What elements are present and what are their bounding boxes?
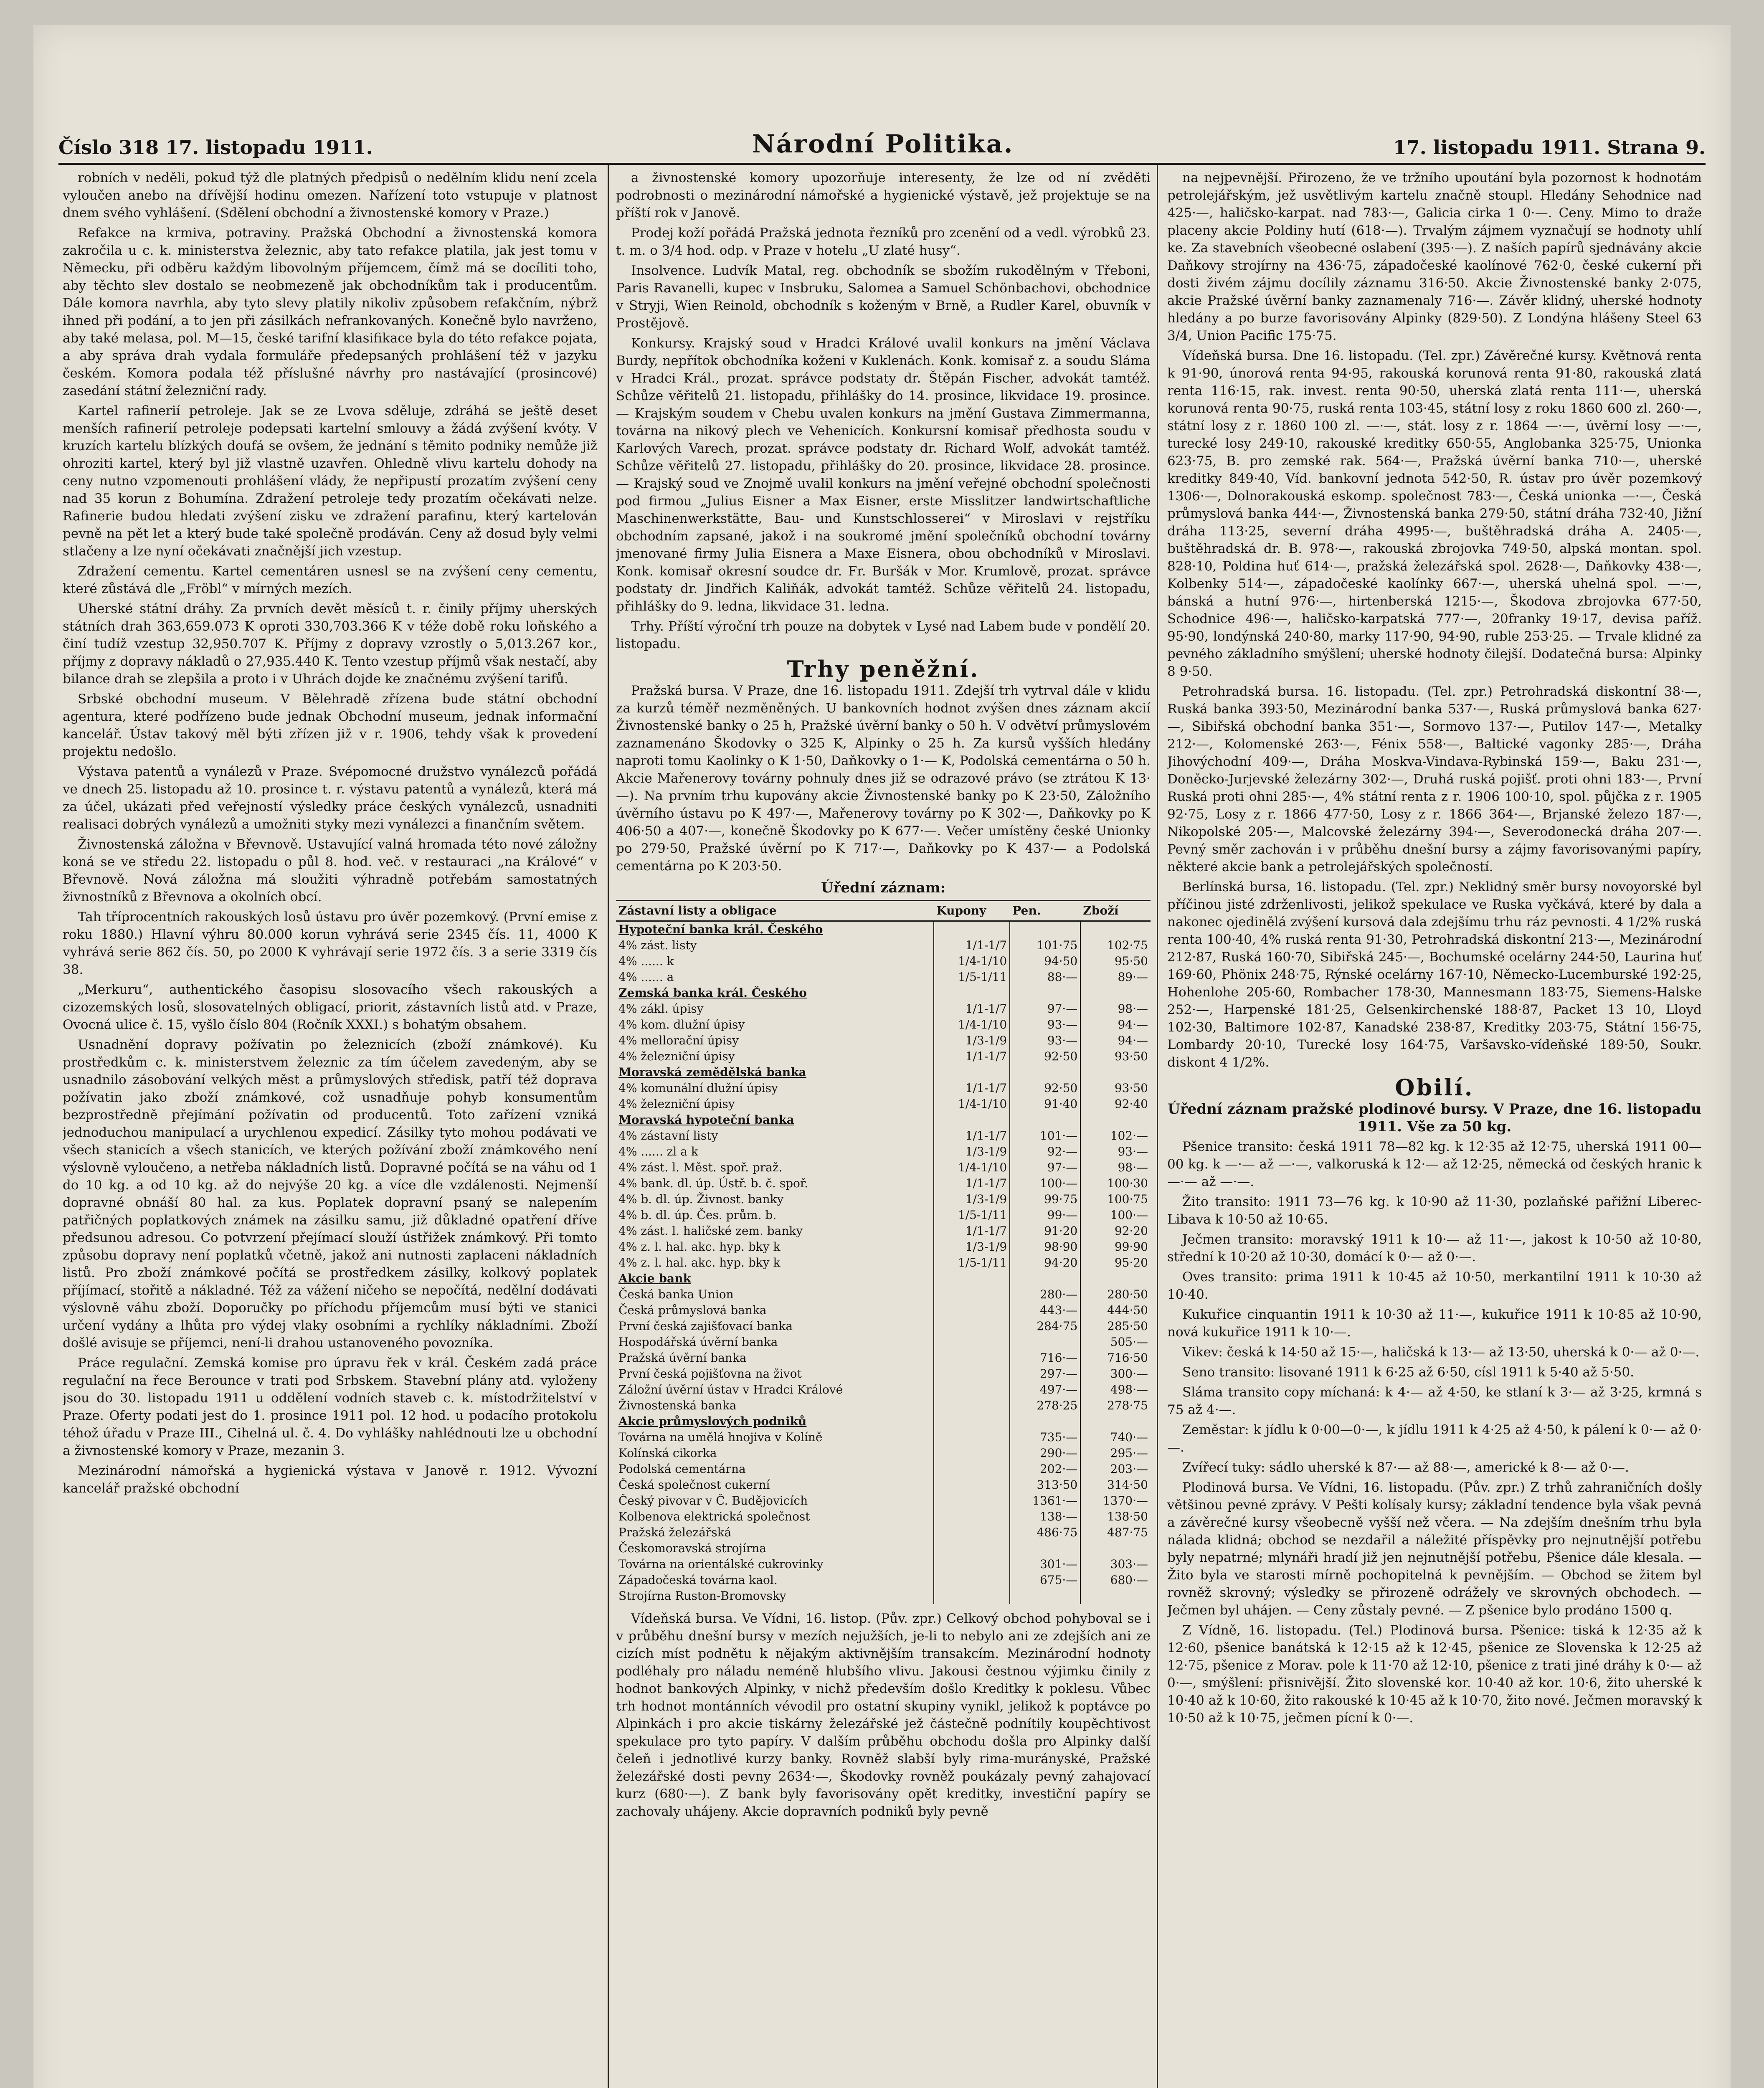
table-cell: 301·— <box>1010 1556 1080 1572</box>
table-cell: Záložní úvěrní ústav v Hradci Králové <box>616 1382 934 1398</box>
table-cell: 295·— <box>1110 1446 1148 1460</box>
table-header: Pen. <box>1010 901 1080 921</box>
table-cell: 4% mellorační úpisy <box>616 1033 934 1049</box>
table-cell: Česká průmyslová banka <box>616 1302 934 1318</box>
table-row <box>616 1287 1151 1302</box>
table-row <box>616 1255 1151 1271</box>
table-header: Kupony <box>934 901 1010 921</box>
table-cell: Zemská banka král. Českého <box>616 985 934 1001</box>
table-cell: 1/1-1/7 <box>934 938 1010 953</box>
table-cell: 98·— <box>1118 1002 1148 1016</box>
table-cell: 1/3-1/9 <box>934 1033 1010 1049</box>
table-cell: 443·— <box>1010 1302 1080 1318</box>
article-paragraph: Berlínská bursa, 16. listopadu. (Tel. zpr.) Neklidný směr bursy novoyorské byl příčinou jisté zdrženlivosti, jelikož spekulace ve Ruska vyčkává, které by dala a nakonec ojedinělá zvýšení kursová dala zdejšímu trhu ráz pevnosti. 4 1/2% ruská renta 100·40, 4% ruská renta 91·30, Petrohradská diskontní 213·—, Mezinárodní 212·87, Ruská 160·70, Sibiřská 245·—, Bochumské ocelárny 244·50, Laurina huť 169·60, Phönix 248·75, Rýnské ocelárny 167·10, Německo-Lucemburské 192·25, Hohenlohe 205·60, Rombacher 178·30, Mannesmann 183·75, Siemens-Halske 252·—, Harpenské 181·25, Gelsenkirchenské 188·87, Packet 13 10, Lloyd 102·30, Baltimore 102·87, Kanadské 238·87, Kreditky 203·75, Státní 156·75, Lombardy 20·10, Turecké losy 164·75, Varšavsko-vídeňské 189·50, Soukr. diskont 4 1/2%. <box>1167 879 1702 1070</box>
table-cell: 1/5-1/11 <box>934 969 1010 985</box>
table-cell: 97·— <box>1010 1001 1080 1017</box>
table-cell: Hypoteční banka král. Českého <box>616 921 934 938</box>
table-cell: 1/1-1/7 <box>934 1001 1010 1017</box>
article-paragraph: Vídeňská bursa. Ve Vídni, 16. listop. (Pův. zpr.) Celkový obchod pohyboval se i v průběhu dnešní bursy v mezích nejužších, je-li to nebylo ani ze zdejších ani ze cizích míst podnětu k nějakým aktivnějším transakcím. Mezinárodní hodnoty podléhaly pro náladu neméně hlubšího vlivu. Jakousi čestnou výjimku činily z hodnot bankových Alpinky, v nichž především došlo Kreditky k poklesu. Vůbec trh hodnot montánních vévodil pro ostatní skupiny vynikl, jelikož k poptávce po Alpinkách i pro akcie tiskárny železářské jež částečně podnítily koupěchtivost spekulace pro tyto papíry. V dalším průběhu obchodu došla pro Alpinky další čeleň i jednotlivé kurzy banky. Rovněž slabší byly rima-murányské, Pražské železářské dosti pevny 2634·—, Škodovky rovněž poukázaly pevný zahajovací kurz (680·—). Z bank byly favorisovány opět kreditky, investiční papíry se zachovaly uhájeny. Akcie dopravních podniků byly pevně <box>616 1611 1151 1819</box>
table-cell: 4% komunální dlužní úpisy <box>616 1080 934 1096</box>
table-cell: 675·— <box>1010 1572 1080 1588</box>
table-row <box>616 1160 1151 1176</box>
table-row <box>616 1541 1151 1556</box>
table-cell: Továrna na orientálské cukrovinky <box>616 1556 934 1572</box>
table-cell: Továrna na umělá hnojiva v Kolíně <box>616 1429 934 1445</box>
table-row <box>616 1509 1151 1525</box>
table-cell: 94·50 <box>1010 953 1080 969</box>
table-cell <box>934 1414 1010 1429</box>
table-cell: Moravská zemědělská banka <box>616 1064 934 1080</box>
column-3 <box>1167 169 1702 2088</box>
table-row <box>616 1223 1151 1239</box>
table-cell: 101·— <box>1010 1128 1080 1144</box>
table-cell: 680·— <box>1110 1573 1148 1587</box>
table-cell <box>1080 1112 1151 1128</box>
article-paragraph: Sláma transito copy míchaná: k 4·— až 4·50, ke stlaní k 3·— až 3·25, krmná s 75 až 4·—. <box>1167 1385 1702 1417</box>
table-cell: 4% z. l. hal. akc. hyp. bky k <box>616 1255 934 1271</box>
table-cell: 1/5-1/11 <box>934 1207 1010 1223</box>
table-cell <box>1080 1064 1151 1080</box>
table-cell <box>934 1525 1010 1541</box>
header-page-number: 17. listopadu 1911. Strana 9. <box>1393 136 1706 159</box>
table-cell: Hospodářská úvěrní banka <box>616 1334 934 1350</box>
table-cell: 4% zástavní listy <box>616 1128 934 1144</box>
table-cell: 1/1-1/7 <box>934 1223 1010 1239</box>
table-cell: 99·— <box>1010 1207 1080 1223</box>
table-cell: 138·50 <box>1107 1510 1148 1523</box>
article-paragraph: Prodej koží pořádá Pražská jednota řezníků pro zcenění od a vedl. výrobků 23. t. m. o 3/4 hod. odp. v Praze v hotelu „U zlaté husy“. <box>616 226 1151 258</box>
table-row <box>616 1017 1151 1033</box>
table-cell <box>1010 1588 1080 1604</box>
table-cell: 89·— <box>1118 970 1148 984</box>
table-cell <box>1080 985 1151 1001</box>
table-row <box>616 1096 1151 1112</box>
table-cell: 716·50 <box>1107 1351 1148 1365</box>
table-cell: 4% zást. listy <box>616 938 934 953</box>
table-cell: 100·— <box>1010 1176 1080 1191</box>
table-cell: 101·75 <box>1010 938 1080 953</box>
table-cell: Pražská železářská <box>616 1525 934 1541</box>
table-cell <box>934 1541 1010 1556</box>
table-section-row <box>616 1271 1151 1287</box>
table-cell <box>934 1064 1010 1080</box>
table-cell <box>1010 1064 1080 1080</box>
table-cell: Podolská cementárna <box>616 1461 934 1477</box>
article-paragraph: Pražská bursa. V Praze, dne 16. listopadu 1911. Zdejší trh vytrval dále v klidu za kurzů téměř nezměněných. U bankovních hodnot zvýšen dnes záznam akcií Živnostenské banky o 25 h, Pražské úvěrní banky o 50 h. V odvětví průmyslovém zaznamenáno Škodovky o 325 K, Alpinky o 25 h. Za kursů vyšších hledány naproti tomu Kaolinky o K 1·50, Daňkovky o 1·— K, Podolská cementárna o 50 h. Akcie Mařenerovy továrny pohnuly dnes již se odrazové právo (se ztrátou K 13·—). Na prvním trhu kupovány akcie Živnostenské banky po K 23·50, Záložního úvěrního ústavu po K 497·—, Mařenerovy továrny po K 302·—, Daňkovky po K 406·50 a 407·—, konečně Škodovky po K 677·—. Večer umístěny české Unionky po 279·50, Pražské úvěrní po K 717·—, Daňkovky po K 437·— a Podolská cementárna po K 203·50. <box>616 683 1151 874</box>
table-cell: Živnostenská banka <box>616 1398 934 1414</box>
table-row <box>616 1239 1151 1255</box>
article-paragraph: „Merkuru“, authentického časopisu slosovacího všech rakouských a cizozemských losů, slosovatelných obligací, priorit, zástavních listů atd. v Praze, Ovocná ulice č. 15, vyšlo číslo 804 (Ročník XXXI.) s bohatým obsahem. <box>63 982 597 1032</box>
table-cell <box>1080 921 1151 938</box>
table-cell: 278·75 <box>1107 1399 1148 1412</box>
table-cell: 4% z. l. hal. akc. hyp. bky k <box>616 1239 934 1255</box>
table-cell: 93·— <box>1118 1145 1148 1158</box>
table-cell: 497·— <box>1010 1382 1080 1398</box>
article-paragraph: Zvířecí tuky: sádlo uherské k 87·— až 88·—, americké k 8·— až 0·—. <box>1182 1460 1629 1475</box>
table-cell: 314·50 <box>1107 1478 1148 1492</box>
article-paragraph: Výstava patentů a vynálezů v Praze. Svépomocné družstvo vynálezců pořádá ve dnech 25. listopadu až 10. prosince t. r. výstavu patentů a vynálezů, která má za účel, ukázati před veřejností výsledky práce českých vynálezců, usnadniti realisaci dobrých vynálezů a umožniti styky mezi vynálezci a finančním světem. <box>63 764 597 832</box>
table-cell: 4% zákl. úpisy <box>616 1001 934 1017</box>
table-cell: 93·50 <box>1114 1081 1148 1095</box>
table-row <box>616 1001 1151 1017</box>
table-title: Úřední záznam: <box>821 879 946 896</box>
table-row <box>616 938 1151 953</box>
table-cell <box>934 921 1010 938</box>
table-row <box>616 1334 1151 1350</box>
table-cell: Český pivovar v Č. Budějovicích <box>616 1493 934 1509</box>
table-cell <box>934 1382 1010 1398</box>
table-cell: Západočeská továrna kaol. <box>616 1572 934 1588</box>
table-cell: Akcie průmyslových podniků <box>616 1414 934 1429</box>
table-cell: 92·40 <box>1114 1097 1148 1111</box>
table-cell: 93·50 <box>1114 1049 1148 1063</box>
table-cell: 100·30 <box>1107 1176 1148 1190</box>
article-paragraph: na nejpevnější. Přirozeno, že ve tržního upoutání byla pozornost k hodnotám petrolejářským, jež usvětlivým kartelu značně stoupl. Hledány Sehodnice nad 425·—, haličsko-karpat. nad 783·—, Galicia cirka 1 0·—. Ceny. Mimo to draže placeny akcie Poldiny hutí (618·—). Trvalým zájmem vyznačují se hodnoty uhlí ke. Za stavebních všeobecné oslabení (395·—). Z naších papírů sjednávány akcie Daňkovy strojírny na 436·75, západočeské kaolínové 762·0, české cukerní při dosti živém zájmu docílily záznamu 316·50. Akcie Živnostenské banky 2·075, akcie Pražské úvěrní banky zaznamenaly 716·—. Závěr klidný, uherské hodnoty hledány a po burze favorisovány Alpinky (829·50). Z Londýna hlášeny Steel 63 3/4, Union Pacific 175·75. <box>1167 170 1702 343</box>
table-row <box>616 1588 1151 1604</box>
table-cell: 102·— <box>1110 1129 1148 1143</box>
table-row <box>616 1556 1151 1572</box>
table-cell: 91·20 <box>1010 1223 1080 1239</box>
table-row <box>616 1493 1151 1509</box>
table-cell <box>934 1461 1010 1477</box>
table-cell: 1/4-1/10 <box>934 1096 1010 1112</box>
table-cell <box>1010 985 1080 1001</box>
table-cell: 94·— <box>1118 1018 1148 1031</box>
article-paragraph: Ječmen transito: moravský 1911 k 10·— až 11·—, jakost k 10·50 až 10·80, střední k 10·20 až 10·30, domácí k 0·— až 0·—. <box>1167 1232 1702 1264</box>
table-cell <box>934 1445 1010 1461</box>
table-row <box>616 1033 1151 1049</box>
article-paragraph: Živnostenská záložna v Břevnově. Ustavující valná hromada této nové záložny koná se ve středu 22. listopadu o půl 8. hod. več. v restauraci „na Králové“ v Břevnově. Nová záložna má sloužiti výhradně potřebám samostatných živnostníků z Břevnova a okolních obcí. <box>63 837 597 905</box>
table-cell: 716·— <box>1010 1350 1080 1366</box>
table-cell <box>1080 1541 1151 1556</box>
table-cell <box>934 1350 1010 1366</box>
table-cell: První česká pojišťovna na život <box>616 1366 934 1382</box>
masthead-title: Národní Politika. <box>752 129 1014 159</box>
table-cell: 203·— <box>1110 1462 1148 1476</box>
article-paragraph: Usnadnění dopravy požívatin po železnicích (zboží známkové). Ku prostředkům c. k. ministerstvem železnic za tím účelem zavedeným, aby se usnadnilo zásobování velkých měst a průmyslových středisk, patří též doprava požívatin jako zboží známkové, což usnadňuje pohyb konsumentům bezprostředně přejímání požívatin od producentů. Toto zařízení vzniká jednoduchou manipulací a urychlenou expedicí. Zásilky tyto mohou podávati ve všech stanicích a všech stanicích, ve kterých požívání zboží známkového není výslovně vyloučeno, a netřeba nákladních listů. Dopravné počítá se na váhu od 1 do 10 kg. a od 10 kg. až do nejvýše 20 kg. a více dle vzdálenosti. Nejmenší dopravné obnáší 80 hal. za kus. Poplatek dopravní psaný se nalepením patřičných poplatkových známek na zásilku samu, již důkladné opatření dříve předsunou adresou. Co potvrzení přejímací slouží ústřižek známkový. Při tomto způsobu dopravy není poplatků včetně, jakož ani nutnosti zaplaceni nákladních listů. Pro zboží známkové počítá se prostředkem zásilky, kolkový poplatek příjímací, stořitě a nákladné. Též za vážení ničeho se nepočítá, nedělní dodávati výslovně váhu zboží. Doporučky po příchodu příjemcům musí býti ve stanici určení vydány a lhůta pro výdej vlaky osobními a rychlíky nákladními. Zboží došlé avisuje se příjemci, není-li drahou ustanoveného povozníka. <box>63 1037 597 1351</box>
article-paragraph: Srbské obchodní museum. V Bělehradě zřízena bude státní obchodní agentura, které podřízeno bude jednak Obchodní museum, jednak informační kancelář. Ústav takový měl býti zřízen již v r. 1906, tehdy však k provedení projektu nedošlo. <box>63 692 597 759</box>
table-section-row <box>616 1414 1151 1429</box>
table-cell: 486·75 <box>1010 1525 1080 1541</box>
table-cell: Pražská úvěrní banka <box>616 1350 934 1366</box>
table-cell <box>1080 1414 1151 1429</box>
table-cell <box>1010 1541 1080 1556</box>
table-cell: 735·— <box>1010 1429 1080 1445</box>
table-cell: 303·— <box>1110 1557 1148 1571</box>
table-cell: 98·90 <box>1010 1239 1080 1255</box>
table-header: Zboží <box>1080 901 1151 921</box>
table-cell: 91·40 <box>1010 1096 1080 1112</box>
table-cell: 297·— <box>1010 1366 1080 1382</box>
table-cell <box>934 1572 1010 1588</box>
article-paragraph: Mezinárodní námořská a hygienická výstava v Janově r. 1912. Vývozní kancelář pražské obchodní <box>63 1463 597 1496</box>
table-cell <box>934 1366 1010 1382</box>
column-divider <box>1157 165 1158 2088</box>
table-cell: 4% zást. l. Měst. spoř. praž. <box>616 1160 934 1176</box>
article-paragraph: Refakce na krmiva, potraviny. Pražská Obchodní a živnostenská komora zakročila u c. k. ministerstva železnic, aby tato refakce platila, jak jest tomu v Německu, při odběru každým libovolným příjemcem, čímž má se docíliti toho, aby těchto slev dostalo se neobmezeně jak obchodníkům tak i producentům. Dále komora navrhla, aby tyto slevy platily nikoliv způsobem refakčním, nýbrž ihned při podání, a to jen při zásilkách nefrankovaných. Konečně bylo navrženo, aby také melasa, pol. M—15, české tarifní klasifikace byla do této refakce pojata, a aby správa drah vydala formuláře předepsaných prohlášení též v jazyku českém. Komora podala též příslušné návrhy pro nastávající (prosincové) zasedání státní železniční rady. <box>63 226 597 398</box>
article-paragraph: Petrohradská bursa. 16. listopadu. (Tel. zpr.) Petrohradská diskontní 38·—, Ruská banka 393·50, Mezinárodní banka 537·—, Ruská průmyslová banka 627·—, Sibiřská obchodní banka 351·—, Sormovo 137·—, Putilov 147·—, Metalky 212·—, Kolomenské 263·—, Fénix 558·—, Baltické vagonky 285·—, Dráha Jihovýchodní 409·—, Dráha Moskva-Vindava-Rybinská 159·—, Baku 231·—, Doněcko-Jurjevské železárny 302·—, Druhá ruská pojišť. proti ohni 183·—, První Ruská proti ohni 285·—, 4% státní renta z r. 1906 100·10, spol. půjčka z r. 1905 92·75, Losy z r. 1866 477·50, Losy z r. 1866 364·—, Brjanské železo 187·—, Nikopolské 205·—, Malcovské železárny 394·—, Severodonecká dráha 207·—. Pevný směr zachován i v průběhu dnešní bursy a zájmy favorisovanými papíry, některé akcie bank a petrolejářských společností. <box>1167 684 1702 874</box>
table-cell: 1/1-1/7 <box>934 1176 1010 1191</box>
table-header: Zástavní listy a obligace <box>616 901 934 921</box>
section-heading-obili: Obilí. <box>1395 1074 1474 1101</box>
table-cell: 202·— <box>1010 1461 1080 1477</box>
table-cell: 92·50 <box>1010 1080 1080 1096</box>
table-cell: 99·75 <box>1010 1191 1080 1207</box>
table-cell: 94·20 <box>1010 1255 1080 1271</box>
table-cell <box>1080 1588 1151 1604</box>
article-paragraph: Konkursy. Krajský soud v Hradci Králové uvalil konkurs na jmění Václava Burdy, nepřítok obchodníka koženi v Kuklenách. Konk. komisař z. a soudu Sláma v Hradci Král., prozat. správce podstaty dr. Štěpán Fischer, advokát tamtéž. Schůze věřitelů 21. listopadu, přihlášky do 14. prosince, likvidace 19. prosince. — Krajským soudem v Chebu uvalen konkurs na jmění Gustava Zimmermanna, továrna na nikový plech ve Vehenicích. Konkursní komisař předhosta soudu v Karlových Varech, prozat. správce podstaty dr. Richard Wolf, advokát tamtéž. Schůze věřitelů 27. listopadu, přihlášky do 20. prosince, likvidace 28. prosince. — Krajský soud ve Znojmě uvalil konkurs na jmění veřejné obchodní společnosti pod firmou „Julius Eisner a Max Eisner, erste Misslitzer landwirtschaftliche Maschinenwerkstätte, Bau- und Kunstschlosserei“ v Miroslavi v rejstříku obchodním zapsané, jakož i na soukromé jmění společníků obchodní továrny jmenované firmy Julia Eisnera a Maxe Eisnera, obou obchodníků v Miroslavi. Konk. komisař okresní soudce dr. Fr. Buršák v Mor. Krumlově, prozat. správce podstaty dr. Jindřich Kaliňák, advokát tamtéž. Schůze věřitelů 24. listopadu, přihlášky do 9. ledna, likvidace 31. ledna. <box>616 336 1151 614</box>
table-cell: 444·50 <box>1107 1303 1148 1317</box>
table-cell: 99·90 <box>1114 1240 1148 1254</box>
article-paragraph: Seno transito: lisované 1911 k 6·25 až 6·50, císl 1911 k 5·40 až 5·50. <box>1182 1365 1635 1380</box>
article-paragraph: Zeměstar: k jídlu k 0·00—0·—, k jídlu 1911 k 4·25 až 4·50, k pálení k 0·— až 0·—. <box>1167 1422 1702 1455</box>
table-cell: Akcie bank <box>616 1271 934 1287</box>
table-cell <box>1010 1414 1080 1429</box>
article-paragraph: Uherské státní dráhy. Za prvních devět měsíců t. r. činily příjmy uherských státních drah 363,659.073 K oproti 330,703.366 K v téže době roku loňského a činí tudíž vzestup 32,950.707 K. Příjmy z dopravy vzrostly o 5,013.267 kor., příjmy z dopravy nákladů o 27,935.440 K. Tento vzestup příjmů však nestačí, aby bilance drah se zlepšila a proto i v Uhrách dojde ke značnému zvýšení tarifů. <box>63 601 597 687</box>
table-cell <box>934 1556 1010 1572</box>
table-cell: 1/4-1/10 <box>934 1017 1010 1033</box>
table-cell: 4% bank. dl. úp. Ústř. b. č. spoř. <box>616 1176 934 1191</box>
table-cell: 102·75 <box>1107 938 1148 952</box>
table-cell: Kolínská cikorka <box>616 1445 934 1461</box>
table-cell: 88·— <box>1010 969 1080 985</box>
table-cell <box>934 1318 1010 1334</box>
table-cell: Kolbenova elektrická společnost <box>616 1509 934 1525</box>
article-paragraph: Zdražení cementu. Kartel cementáren usnesl se na zvýšení ceny cementu, které zůstává dle „Fröbl“ v mírných mezích. <box>63 564 597 596</box>
table-row <box>616 1191 1151 1207</box>
table-cell: 4% železniční úpisy <box>616 1049 934 1064</box>
table-cell: 95·20 <box>1114 1256 1148 1270</box>
table-cell: 4% ...... a <box>616 969 934 985</box>
table-cell: 280·50 <box>1107 1287 1148 1301</box>
table-cell: 4% ...... zl a k <box>616 1144 934 1160</box>
article-paragraph: Oves transito: prima 1911 k 10·45 až 10·50, merkantilní 1911 k 10·30 až 10·40. <box>1167 1270 1702 1302</box>
table-cell: 1/1-1/7 <box>934 1080 1010 1096</box>
article-paragraph: Kartel rafinerií petroleje. Jak se ze Lvova sděluje, zdráhá se ještě deset menších rafinerií petroleje podepsati kartelní smlouvy a žádá zvýšení kvóty. V kruzích kartelu blízkých doufá se ovšem, že jednání s těmito podniky nemůže již ohroziti kartel, který byl již vlastně uzavřen. Ohledně vlivu kartelu dohody na ceny nutno vzpomenouti prohlášení vlády, že nepřipustí prozatím zvýšení ceny nad 35 korun z Bohumína. Zdražení petroleje tedy prozatím očekávati nelze. Rafinerie budou hledati zvýšení zisku ve zdražení parafinu, který kartelován pevně na pět let a který bude také společně prodáván. Ceny až dosud byly velmi stlačeny a lze nyní očekávati značnější jich vzestup. <box>63 403 597 559</box>
table-row <box>616 1144 1151 1160</box>
table-cell: První česká zajišťovací banka <box>616 1318 934 1334</box>
table-cell: 93·— <box>1010 1033 1080 1049</box>
table-row <box>616 1429 1151 1445</box>
table-cell: 740·— <box>1110 1430 1148 1444</box>
article-paragraph: robních v neděli, pokud týž dle platných předpisů o nedělním klidu není zcela vyloučen anebo na dřívější hodinu omezen. Nařízení toto vstupuje v platnost dnem svého vyhlášení. (Sdělení obchodní a živnostenské komory v Praze.) <box>63 170 597 220</box>
table-cell: 313·50 <box>1010 1477 1080 1493</box>
table-section-row <box>616 1112 1151 1128</box>
table-row <box>616 953 1151 969</box>
table-cell <box>934 1302 1010 1318</box>
newspaper-page <box>33 25 1731 2088</box>
table-row <box>616 1350 1151 1366</box>
table-cell <box>934 1287 1010 1302</box>
table-cell: 300·— <box>1110 1367 1148 1381</box>
table-cell <box>934 1271 1010 1287</box>
table-cell: Českomoravská strojírna <box>616 1541 934 1556</box>
table-cell: Česká společnost cukerní <box>616 1477 934 1493</box>
table-cell: 92·50 <box>1010 1049 1080 1064</box>
table-cell <box>934 985 1010 1001</box>
table-row <box>616 1477 1151 1493</box>
table-cell: 1370·— <box>1102 1494 1148 1508</box>
table-cell <box>1080 1271 1151 1287</box>
table-cell: 98·— <box>1118 1161 1148 1174</box>
table-cell <box>934 1588 1010 1604</box>
article-paragraph: Insolvence. Ludvík Matal, reg. obchodník se sbožím rukodělným v Třeboni, Paris Ravanelli, kupec v Insbruku, Salomea a Samuel Schönbachovi, obchodnice v Stryji, Wien Reinold, obchodník s koženým v Brně, a Rudler Karel, obuvník v Prostějově. <box>616 263 1151 331</box>
table-cell: 280·— <box>1010 1287 1080 1302</box>
table-cell: 93·— <box>1010 1017 1080 1033</box>
table-row <box>616 1461 1151 1477</box>
column-2 <box>616 169 1151 2088</box>
table-cell: Moravská hypoteční banka <box>616 1112 934 1128</box>
table-cell: 1/4-1/10 <box>934 1160 1010 1176</box>
section-heading-trhy: Trhy peněžní. <box>787 656 980 682</box>
table-cell: 4% b. dl. úp. Živnost. banky <box>616 1191 934 1207</box>
table-cell: 100·75 <box>1107 1192 1148 1206</box>
table-cell: 4% b. dl. úp. Čes. prům. b. <box>616 1207 934 1223</box>
table-cell: 92·— <box>1010 1144 1080 1160</box>
article-paragraph: Z Vídně, 16. listopadu. (Tel.) Plodinová bursa. Pšenice: tiská k 12·35 až k 12·60, pšenice banátská k 12·15 až k 12·45, pšenice ze Slovenska k 12·25 až 12·75, pšenice z Morav. pole k 11·70 až 12·10, pšenice z trati jiné dráhy k 0·— až 0·—, smýšlení: přisnivější. Žito slovenské kor. 10·40 až kor. 10·6, žito uherské k 10·40 až k 10·60, žito rakouské k 10·45 až k 10·70, žito nové. Ječmen moravský k 10·50 až k 10·75, ječmen pícní k 0·—. <box>1167 1623 1702 1726</box>
table-cell: 4% ...... k <box>616 953 934 969</box>
table-header-row <box>616 901 1151 921</box>
quotes-table <box>616 900 1151 1604</box>
table-cell: 4% zást. l. haličské zem. banky <box>616 1223 934 1239</box>
table-cell: 4% železniční úpisy <box>616 1096 934 1112</box>
table-cell: 498·— <box>1110 1383 1148 1396</box>
table-cell <box>934 1493 1010 1509</box>
table-row <box>616 1302 1151 1318</box>
table-cell: 1/5-1/11 <box>934 1255 1010 1271</box>
table-cell <box>934 1112 1010 1128</box>
table-cell <box>934 1398 1010 1414</box>
table-cell: Česká banka Union <box>616 1287 934 1302</box>
article-paragraph: Vikev: česká k 14·50 až 15·—, haličská k 13·— až 13·50, uherská k 0·— až 0·—. <box>1182 1345 1700 1360</box>
table-cell <box>934 1334 1010 1350</box>
table-cell: 1/3-1/9 <box>934 1191 1010 1207</box>
article-paragraph: Plodinová bursa. Ve Vídni, 16. listopadu. (Pův. zpr.) Z trhů zahraničních došly většinou pevné zprávy. V Pešti kolísaly kursy; základní tendence byla však pevná a závěrečné kursy všeobecně vyšší než včera. — Na zdejším dnešním trhu byla nálada klidná; obchod se nezdařil a náležité příspěvky pro nejnutnější potřebu byly nepatrné; mlynáři hradí již jen nejnutnější potřebu, Pšenice dále klesala. — Žito byla ve starosti mírně pochopitelná k pevnějším. — Obchod se žitem byl rovněž skrovný; výsledky se přirozeně odrážely ve skrovných obchodech. — Ječmen byl uhájen. — Ceny zůstaly pevné. — Z pšenice bylo prodáno 1500 q. <box>1167 1480 1702 1618</box>
table-row <box>616 1366 1151 1382</box>
table-cell <box>1010 1112 1080 1128</box>
table-row <box>616 1398 1151 1414</box>
quotes-table-body <box>616 921 1151 1604</box>
table-row <box>616 1525 1151 1541</box>
column-divider <box>608 165 609 2088</box>
table-section-row <box>616 985 1151 1001</box>
table-row <box>616 1049 1151 1064</box>
table-row <box>616 1445 1151 1461</box>
article-paragraph: Žito transito: 1911 73—76 kg. k 10·90 až 11·30, pozlaňské pařižní Liberec-Libava k 10·50 až 10·65. <box>1167 1194 1702 1227</box>
table-cell: 505·— <box>1110 1335 1148 1349</box>
article-paragraph: Tah tříprocentních rakouských losů ústavu pro úvěr pozemkový. (První emise z roku 1880.) Hlavní výhru 80.000 korun vyhrává serie 2345 čís. 11, 4000 K vyhrává serie 862 čís. 50, po 2000 K vyhrávají serie 1972 čís. 3 a serie 3319 čís 38. <box>63 910 597 977</box>
table-cell: 138·— <box>1010 1509 1080 1525</box>
table-cell <box>1010 921 1080 938</box>
table-cell: 285·50 <box>1107 1319 1148 1333</box>
table-cell: 278·25 <box>1010 1398 1080 1414</box>
table-cell: 1/1-1/7 <box>934 1049 1010 1064</box>
table-cell <box>934 1509 1010 1525</box>
table-cell: 1/4-1/10 <box>934 953 1010 969</box>
table-row <box>616 969 1151 985</box>
table-cell <box>934 1429 1010 1445</box>
table-cell: 1/3-1/9 <box>934 1239 1010 1255</box>
column-1 <box>63 169 597 2088</box>
table-cell <box>1010 1271 1080 1287</box>
table-cell <box>934 1477 1010 1493</box>
table-cell: Strojírna Ruston-Bromovsky <box>616 1588 934 1604</box>
table-row <box>616 1318 1151 1334</box>
article-paragraph: a živnostenské komory upozorňuje interesenty, že lze od ní zvěděti podrobnosti o mezinárodní námořské a hygienické výstavě, jež projektuje se na příští rok v Janově. <box>616 170 1151 220</box>
table-cell: 94·— <box>1118 1034 1148 1047</box>
table-cell: 290·— <box>1010 1445 1080 1461</box>
table-section-row <box>616 1064 1151 1080</box>
table-cell: 95·50 <box>1114 954 1148 968</box>
table-row <box>616 1176 1151 1191</box>
table-cell: 4% kom. dlužní úpisy <box>616 1017 934 1033</box>
table-cell: 97·— <box>1010 1160 1080 1176</box>
table-cell: 1/3-1/9 <box>934 1144 1010 1160</box>
table-row <box>616 1207 1151 1223</box>
table-row <box>616 1128 1151 1144</box>
table-cell: 1361·— <box>1010 1493 1080 1509</box>
section-subheading: Úřední záznam pražské plodinové bursy. V Praze, dne 16. listopadu 1911. Vše za 50 kg. <box>1168 1101 1701 1135</box>
article-paragraph: Vídeňská bursa. Dne 16. listopadu. (Tel. zpr.) Závěrečné kursy. Květnová renta k 91·90, únorová renta 94·95, rakouská korunová renta 91·80, rakouská zlatá renta 116·15, rak. invest. renta 90·50, uherská zlatá renta 111·—, uherská korunová renta 90·75, ruská renta 103·45, státní losy z roku 1860 600 zl. 260·—, státní losy z r. 1860 100 zl. —·—, stát. losy z r. 1864 —·—, úvěrní losy —·—, turecké losy 249·10, rakouské kreditky 650·55, Anglobanka 325·75, Unionka 623·75, B. pro zemské rak. 564·—, Pražská úvěrní banka 710·—, uherské kreditky 849·40, Víd. bankovní jednota 542·50, R. ústav pro úvěr pozemkový 1306·—, Dolnorakouská eskomp. společnost 783·—, Česká unionka —·—, Česká průmyslová banka 444·—, Živnostenská banka 279·50, státní dráha 732·40, Jižní dráha 113·25, severní dráha 4995·—, buštěhradská dráha A. 2405·—, buštěhradská dr. B. 978·—, rakouská zbrojovka 749·50, alpská montan. spol. 828·10, Poldina huť 614·—, pražská železářská spol. 2628·—, Daňkovky 438·—, Kolbenky 514·—, západočeské kaolínky 667·—, uherská uhelná spol. —·—, bánská a hutní 976·—, hirtenberská 1215·—, Škodova zbrojovka 677·50, Schodnice 496·—, haličsko-karpatská 777·—, 20franky 19·17, devisa paříž. 95·90, londýnská 240·80, marky 117·90, 94·90, ruble 253·25. — Trvale klidné za pevného základního smýšlení; uherské hodnoty čilejší. Dodatečná bursa: Alpinky 8 9·50. <box>1167 348 1702 679</box>
table-row <box>616 1382 1151 1398</box>
table-row <box>616 1080 1151 1096</box>
table-row <box>616 1572 1151 1588</box>
article-paragraph: Pšenice transito: česká 1911 78—82 kg. k 12·35 až 12·75, uherská 1911 00—00 kg. k —·— až —·—, valkoruská k 12·— až 12·25, německá od českých hranic k —·— až —·—. <box>1167 1139 1702 1189</box>
table-cell: 284·75 <box>1010 1318 1080 1334</box>
table-cell: 92·20 <box>1114 1224 1148 1238</box>
table-cell: 1/1-1/7 <box>934 1128 1010 1144</box>
table-cell <box>1010 1334 1080 1350</box>
header-issue: Číslo 318 17. listopadu 1911. <box>58 136 373 159</box>
article-paragraph: Trhy. Příští výroční trh pouze na dobytek v Lysé nad Labem bude v pondělí 20. listopadu. <box>616 619 1151 651</box>
page-header <box>58 129 1706 165</box>
table-cell: 100·— <box>1110 1208 1148 1222</box>
table-section-row <box>616 921 1151 938</box>
table-cell: 487·75 <box>1107 1525 1148 1539</box>
article-paragraph: Práce regulační. Zemská komise pro úpravu řek v král. Českém zadá práce regulační na řece Berounce v trati pod Srbskem. Stavební plány atd. vyloženy jsou do 30. listopadu 1911 u oddělení vodních staveb c. k. místodržitelství v Praze. Oferty podati jest do 1. prosince 1911 pol. 12 hod. u podacího protokolu téhož úřadu v Praze III., Cihelná ul. č. 4. Do vyhlášky nahlédnouti lze u obchodní a živnostenské komory v Praze, mezanin 3. <box>63 1356 597 1458</box>
article-paragraph: Kukuřice cinquantin 1911 k 10·30 až 11·—, kukuřice 1911 k 10·85 až 10·90, nová kukuřice 1911 k 10·—. <box>1167 1307 1702 1340</box>
